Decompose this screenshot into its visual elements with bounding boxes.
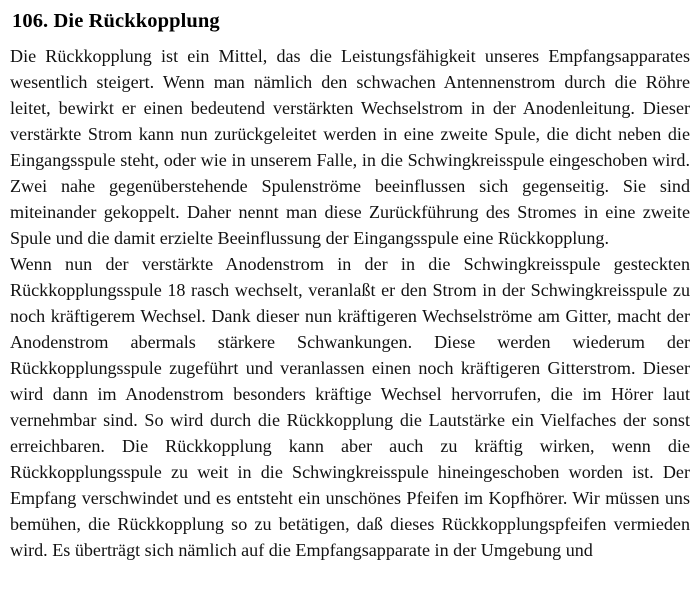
body-text bbox=[10, 43, 690, 563]
page-title: 106. Die Rückkopplung bbox=[12, 10, 220, 32]
paragraph-1: Die Rückkopplung ist ein Mittel, das die Leistungsfähigkeit unseres Empfangsapparates wesentlich steigert. Wenn man nämlich den schwachen Antennenstrom durch die Röhre leitet, bewirkt er einen bedeutend verstärkten Wechselstrom in der Anodenleitung. Dieser verstärkte Strom kann nun zurückgeleitet werden in eine zweite Spule, die dicht neben die Eingangsspule steht, oder wie in unserem Falle, in die Schwingkreisspule eingeschoben wird. Zwei nahe gegenüberstehende Spulenströme beeinflussen sich gegenseitig. Sie sind miteinander gekoppelt. Daher nennt man diese Zurückführung des Stromes in eine zweite Spule und die damit erzielte Beeinflussung der Eingangsspule eine Rückkopplung. bbox=[10, 45, 690, 248]
paragraph-2: Wenn nun der verstärkte Anodenstrom in der in die Schwingkreisspule gesteckten Rückkopplungsspule 18 rasch wechselt, veranlaßt er den Strom in der Schwingkreisspule zu noch kräftigerem Wechsel. Dank dieser nun kräftigeren Wechselströme am Gitter, macht der Anodenstrom abermals stärkere Schwankungen. Diese werden wiederum der Rückkopplungsspule zugeführt und veranlassen einen noch kräftigeren Gitterstrom. Dieser wird dann im Anodenstrom besonders kräftige Wechsel hervorrufen, die im Hörer laut vernehmbar sind. So wird durch die Rückkopplung die Lautstärke ein Vielfaches der sonst erreichbaren. Die Rückkopplung kann aber auch zu kräftig wirken, wenn die Rückkopplungsspule zu weit in die Schwingkreisspule hineingeschoben worden ist. Der Empfang verschwindet und es entsteht ein unschönes Pfeifen im Kopfhörer. Wir müssen uns bemühen, die Rückkopplung so zu betätigen, daß dieses Rückkopplungspfeifen vermieden wird. Es überträgt sich nämlich auf die Empfangsapparate in der Umgebung und bbox=[10, 253, 690, 560]
